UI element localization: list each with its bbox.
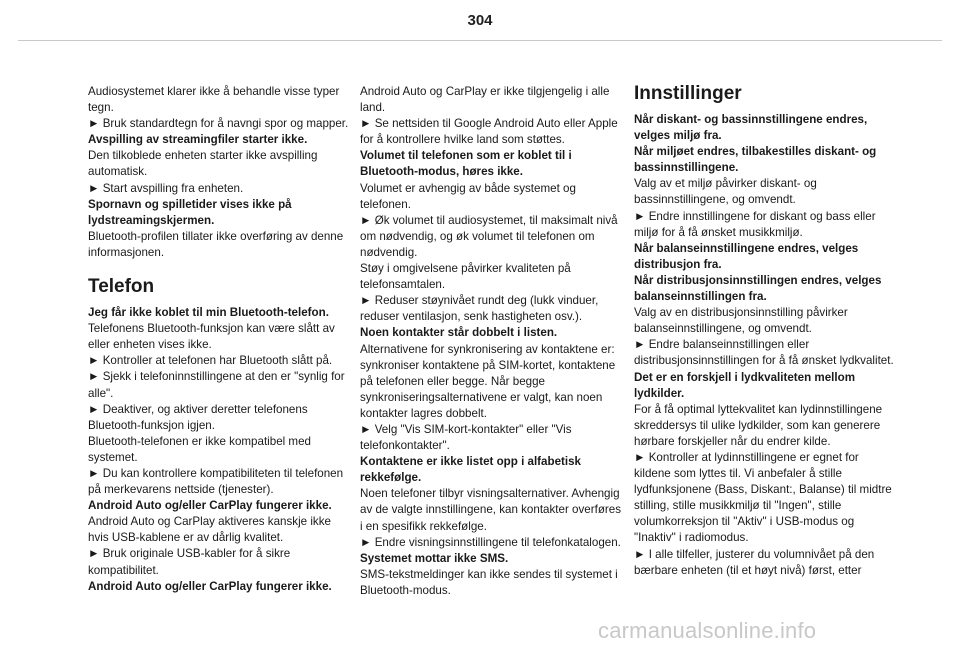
body-paragraph: Valg av et miljø påvirker diskant- og bassinnstillingene, og omvendt. [634, 177, 817, 207]
question-heading: Kontaktene er ikke listet opp i alfabetisk rekkefølge. [360, 455, 581, 485]
body-paragraph: Støy i omgivelsene påvirker kvaliteten på telefonsamtalen. [360, 262, 571, 292]
question-heading: Når diskant- og bassinnstillingene endres, velges miljø fra. [634, 113, 868, 143]
question-heading: Noen kontakter står dobbelt i listen. [360, 326, 558, 340]
body-paragraph: Telefonens Bluetooth-funksjon kan være slått av eller enheten vises ikke. [88, 322, 335, 352]
body-paragraph: ► Start avspilling fra enheten. [88, 181, 244, 195]
body-paragraph: Valg av en distribusjonsinnstilling påvirker balanseinnstillingene, og omvendt. [634, 306, 848, 336]
body-paragraph: ► Reduser støynivået rundt deg (lukk vinduer, reduser ventilasjon, senk hastigheten osv.). [360, 294, 599, 324]
question-heading: Android Auto og/eller CarPlay fungerer ikke. [88, 499, 332, 513]
question-heading: Det er en forskjell i lydkvaliteten mellom lydkilder. [634, 370, 856, 400]
body-paragraph: ► Deaktiver, og aktiver deretter telefonens Bluetooth-funksjon igjen. [88, 402, 308, 432]
column-3 [634, 84, 896, 579]
header-divider [18, 40, 942, 41]
question-heading: Avspilling av streamingfiler starter ikke. [88, 133, 308, 147]
body-paragraph: ► Endre innstillingene for diskant og bass eller miljø for å få ønsket musikkmiljø. [634, 209, 876, 239]
body-paragraph: ► I alle tilfeller, justerer du volumnivået på den bærbare enheten (til et høyt nivå) først, etter [634, 547, 875, 577]
question-heading: Spornavn og spilletider vises ikke på lydstreamingskjermen. [88, 197, 292, 227]
body-paragraph: ► Sjekk i telefoninnstillingene at den er "synlig for alle". [88, 370, 345, 400]
question-heading: Når balanseinnstillingene endres, velges distribusjon fra. [634, 241, 859, 271]
column-2 [360, 84, 622, 599]
body-paragraph: ► Øk volumet til audiosystemet, til maksimalt nivå om nødvendig, og øk volumet til telefonen om nødvendig. [360, 213, 618, 259]
body-paragraph: SMS-tekstmeldinger kan ikke sendes til systemet i Bluetooth-modus. [360, 567, 618, 597]
body-paragraph: Volumet er avhengig av både systemet og telefonen. [360, 181, 576, 211]
body-paragraph: Android Auto og CarPlay er ikke tilgjengelig i alle land. [360, 85, 610, 115]
body-paragraph: Audiosystemet klarer ikke å behandle visse typer tegn. [88, 85, 340, 115]
body-paragraph: ► Bruk standardtegn for å navngi spor og mapper. [88, 117, 349, 131]
question-heading: Android Auto og/eller CarPlay fungerer ikke. [88, 579, 332, 593]
section-heading: Innstillinger [634, 83, 742, 104]
body-paragraph: Bluetooth-telefonen er ikke kompatibel med systemet. [88, 434, 311, 464]
body-paragraph: Alternativene for synkronisering av kontaktene er: synkroniser kontaktene på SIM-kortet, kontaktene på telefonen eller begge. Når begge synkroniseringsalternativene er valgt, kan noen kontakter lagres dobbelt. [360, 342, 616, 420]
body-paragraph: Noen telefoner tilbyr visningsalternativer. Avhengig av de valgte innstillingene, kan kontakter overføres i en spesifikk rekkefølge. [360, 487, 622, 533]
body-paragraph: ► Bruk originale USB-kabler for å sikre kompatibilitet. [88, 547, 291, 577]
body-paragraph: ► Velg "Vis SIM-kort-kontakter" eller "Vis telefonkontakter". [360, 422, 572, 453]
section-heading: Telefon [88, 276, 155, 298]
page-number: 304 [467, 12, 493, 29]
body-paragraph: ► Kontroller at lydinnstillingene er egnet for kildene som lyttes til. Vi anbefaler å stille lydfunksjonene (Bass, Diskant:, Balanse) til midtre stilling, stille musikkmiljø til "Ingen", stille volumkorreksjon til "Aktiv" i USB-modus og "Inaktiv" i radiomodus. [634, 450, 892, 545]
column-1 [88, 84, 350, 595]
question-heading: Når miljøet endres, tilbakestilles diskant- og bassinnstillingene. [634, 145, 877, 175]
body-paragraph: Bluetooth-profilen tillater ikke overføring av denne informasjonen. [88, 229, 344, 259]
body-paragraph: ► Endre balanseinnstillingen eller distribusjonsinnstillingen for å få ønsket lydkvalitet. [634, 338, 894, 368]
question-heading: Systemet mottar ikke SMS. [360, 551, 509, 565]
body-paragraph: Den tilkoblede enheten starter ikke avspilling automatisk. [88, 149, 318, 179]
body-paragraph: ► Se nettsiden til Google Android Auto eller Apple for å kontrollere hvilke land som støttes. [360, 117, 618, 147]
body-paragraph: ► Du kan kontrollere kompatibiliteten til telefonen på merkevarens nettside (tjenester). [88, 466, 344, 497]
body-paragraph: For å få optimal lyttekvalitet kan lydinnstillingene skreddersys til ulike lydkilder, som kan generere hørbare forskjeller når du endrer kilde. [634, 402, 883, 448]
body-paragraph: Android Auto og CarPlay aktiveres kanskje ikke hvis USB-kablene er av dårlig kvalitet. [88, 515, 331, 545]
question-heading: Jeg får ikke koblet til min Bluetooth-telefon. [88, 306, 329, 320]
body-paragraph: ► Endre visningsinnstillingene til telefonkatalogen. [360, 535, 621, 549]
question-heading: Volumet til telefonen som er koblet til i Bluetooth-modus, høres ikke. [360, 149, 572, 179]
body-paragraph: ► Kontroller at telefonen har Bluetooth slått på. [88, 354, 333, 368]
watermark: carmanualsonline.info [598, 618, 817, 643]
question-heading: Når distribusjonsinnstillingen endres, velges balanseinnstillingen fra. [634, 273, 882, 304]
